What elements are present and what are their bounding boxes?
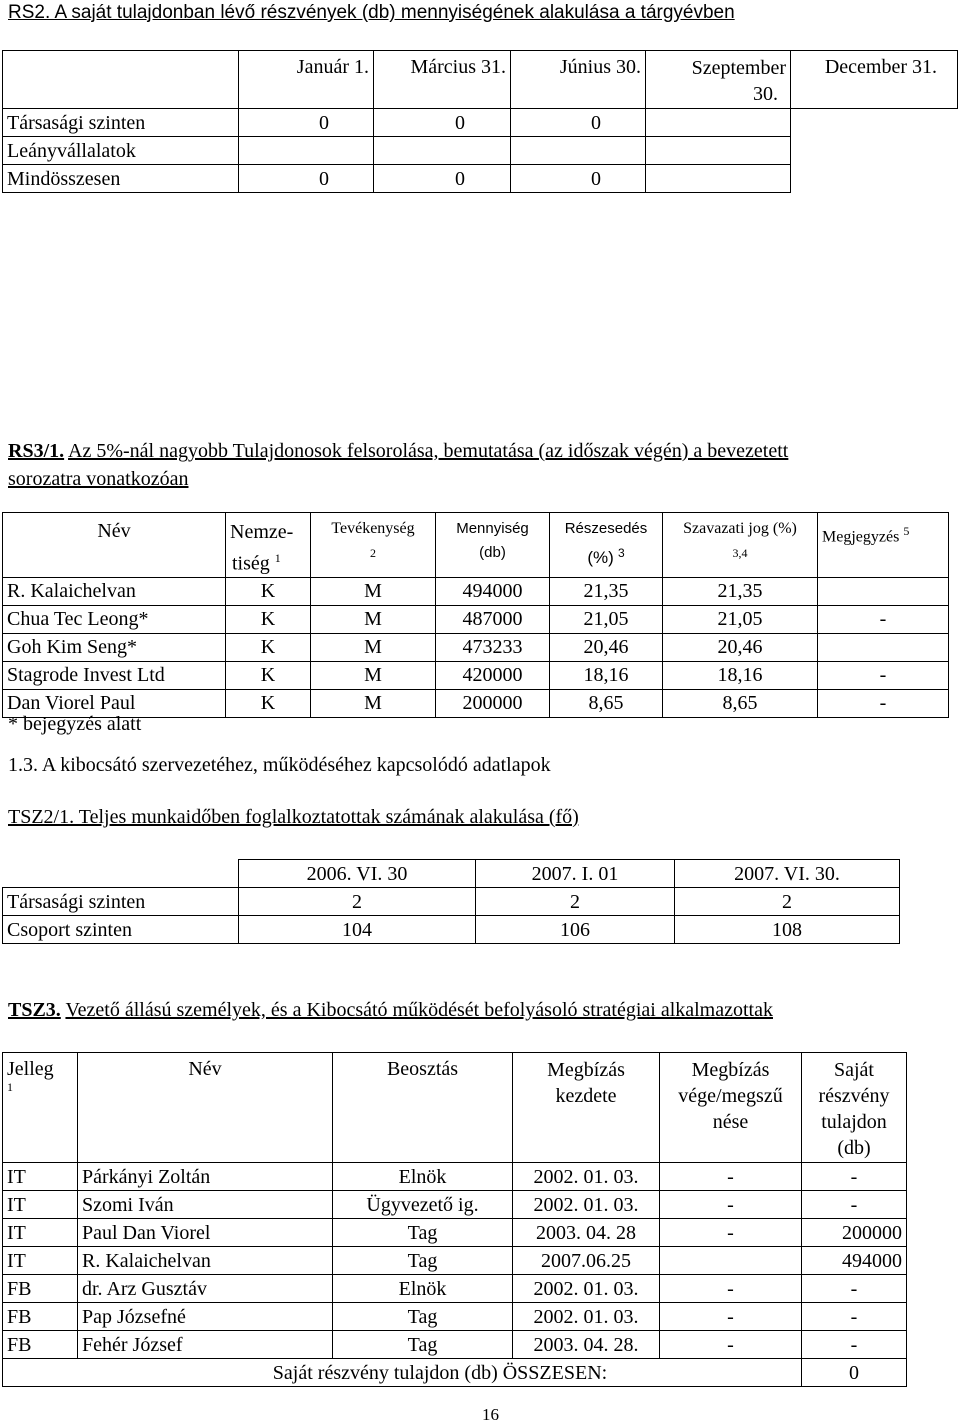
tsz3-cell: Tag <box>333 1303 513 1331</box>
tsz3-cell: Elnök <box>333 1275 513 1303</box>
table-row <box>3 605 949 633</box>
tsz3-header-jelleg-l1: Jelleg <box>7 1058 54 1080</box>
rs31-cell: 8,65 <box>550 689 663 717</box>
tsz3-cell: IT <box>3 1219 78 1247</box>
tsz3-cell: - <box>660 1331 802 1359</box>
tsz3-cell: Elnök <box>333 1163 513 1191</box>
rs31-cell: 21,05 <box>550 605 663 633</box>
tsz21-cell: 106 <box>476 916 675 944</box>
rs31-title <box>8 437 788 493</box>
rs2-row <box>3 109 958 137</box>
tsz3-cell: IT <box>3 1191 78 1219</box>
rs2-cell: 0 <box>239 109 374 137</box>
tsz3-header-jelleg-sup: 1 <box>7 1080 13 1094</box>
tsz3-cell: 2002. 01. 03. <box>513 1303 660 1331</box>
table-row <box>3 1163 907 1191</box>
tsz3-cell: R. Kalaichelvan <box>78 1247 333 1275</box>
rs31-header-nemz-sup: 1 <box>274 551 281 565</box>
rs31-cell: Dan Viorel Paul <box>3 689 226 717</box>
tsz3-cell: Tag <box>333 1331 513 1359</box>
tsz3-title-rest: Vezető állású személyek, és a Kibocsátó működését befolyásoló stratégiai alkalmazottak <box>65 999 773 1021</box>
tsz3-header-vege-l3: nése <box>712 1111 749 1133</box>
tsz3-header-row <box>3 1053 907 1163</box>
rs31-header-menny <box>436 513 550 578</box>
tsz3-header-vege-l1: Megbízás <box>691 1059 770 1081</box>
tsz21-cell: 2 <box>675 888 900 916</box>
tsz3-total-row <box>3 1359 907 1387</box>
rs2-title <box>8 2 735 24</box>
rs2-title-text: RS2. A saját tulajdonban lévő részvények (db) mennyiségének alakulása a tárgyévben <box>8 2 735 23</box>
tsz3-cell: - <box>802 1163 907 1191</box>
rs2-row <box>3 137 958 165</box>
tsz21-cell: Társasági szinten <box>3 888 239 916</box>
tsz21-cell: 2 <box>239 888 476 916</box>
rs31-cell: 20,46 <box>550 633 663 661</box>
tsz3-header-sajat-l4: (db) <box>837 1137 871 1159</box>
rs31-cell <box>818 577 949 605</box>
rs31-cell: M <box>311 633 436 661</box>
tsz3-header-kezdete-l1: Megbízás <box>547 1059 625 1081</box>
rs2-cell: Mindösszesen <box>3 165 239 193</box>
rs31-header-resz-sup: 3 <box>617 546 625 560</box>
rs31-cell: 21,35 <box>663 577 818 605</box>
rs31-header-nev: Név <box>3 513 226 578</box>
rs31-title-line2: sorozatra vonatkozóan <box>8 468 189 490</box>
tsz3-cell: - <box>660 1219 802 1247</box>
tsz21-title-text: TSZ2/1. Teljes munkaidőben foglalkoztatottak számának alakulása (fő) <box>8 806 579 828</box>
rs31-title-prefix: RS3/1. <box>8 440 65 462</box>
table-row <box>3 916 900 944</box>
rs31-cell: K <box>226 577 311 605</box>
rs31-header-menny-l2: (db) <box>479 544 506 561</box>
tsz3-header-sajat-l3: tulajdon <box>821 1111 887 1133</box>
rs2-cell <box>791 137 958 165</box>
rs31-header-tev-sup: 2 <box>370 546 376 560</box>
rs31-cell: M <box>311 605 436 633</box>
rs2-cell: 0 <box>239 165 374 193</box>
page-number: 16 <box>482 1405 499 1424</box>
tsz3-cell: IT <box>3 1247 78 1275</box>
rs31-header-nemz-l2: tiség <box>232 552 270 575</box>
rs31-header-nemz-l1: Nemze- <box>230 521 294 543</box>
rs2-header-cell: Június 30. <box>511 51 646 109</box>
rs31-cell: - <box>818 661 949 689</box>
tsz3-header-sajat <box>802 1053 907 1163</box>
rs31-cell: Chua Tec Leong* <box>3 605 226 633</box>
rs31-cell: - <box>818 605 949 633</box>
table-row <box>3 1331 907 1359</box>
table-row <box>3 633 949 661</box>
rs2-cell <box>646 165 791 193</box>
rs31-cell: 487000 <box>436 605 550 633</box>
rs31-header-tev-l1: Tevékenység <box>331 520 415 537</box>
rs31-header-resz <box>550 513 663 578</box>
tsz3-cell: Párkányi Zoltán <box>78 1163 333 1191</box>
tsz3-table <box>2 1052 907 1387</box>
tsz3-header-vege <box>660 1053 802 1163</box>
rs31-cell <box>818 633 949 661</box>
tsz3-title-prefix: TSZ3. <box>8 999 61 1021</box>
rs2-cell: 0 <box>374 165 511 193</box>
tsz3-cell: Ügyvezető ig. <box>333 1191 513 1219</box>
rs2-cell: Leányvállalatok <box>3 137 239 165</box>
rs2-cell <box>374 137 511 165</box>
rs2-cell: Társasági szinten <box>3 109 239 137</box>
tsz3-cell: 2007.06.25 <box>513 1247 660 1275</box>
table-row <box>3 689 949 717</box>
tsz3-cell: 494000 <box>802 1247 907 1275</box>
tsz21-header-cell: 2007. I. 01 <box>476 860 675 888</box>
rs2-header-sep-l2: 30. <box>753 83 778 105</box>
tsz3-header-nev: Név <box>78 1053 333 1163</box>
tsz3-cell: - <box>660 1191 802 1219</box>
tsz21-header-cell: 2006. VI. 30 <box>239 860 476 888</box>
rs31-header-megj <box>818 513 949 578</box>
rs2-cell <box>791 165 958 193</box>
tsz3-header-kezdete <box>513 1053 660 1163</box>
rs31-header-resz-l2: (%) <box>587 548 614 567</box>
rs31-cell: 473233 <box>436 633 550 661</box>
tsz3-total-value: 0 <box>802 1359 907 1387</box>
rs31-cell: 20,46 <box>663 633 818 661</box>
rs2-header-sep-l1: Szeptember <box>691 57 786 79</box>
rs31-header-tev <box>311 513 436 578</box>
tsz3-cell: Fehér József <box>78 1331 333 1359</box>
tsz3-header-beosztas: Beosztás <box>333 1053 513 1163</box>
rs31-title-rest: Az 5%-nál nagyobb Tulajdonosok felsorolása, bemutatása (az időszak végén) a bevezetett <box>68 440 789 462</box>
rs2-row <box>3 165 958 193</box>
rs31-cell: 21,05 <box>663 605 818 633</box>
rs31-cell: K <box>226 605 311 633</box>
tsz3-header-sajat-l1: Saját <box>834 1059 874 1081</box>
tsz21-cell: 108 <box>675 916 900 944</box>
rs2-header-cell: Március 31. <box>374 51 511 109</box>
rs31-cell: K <box>226 661 311 689</box>
tsz3-cell: 2002. 01. 03. <box>513 1275 660 1303</box>
tsz21-cell: 2 <box>476 888 675 916</box>
tsz3-cell: IT <box>3 1163 78 1191</box>
table-row <box>3 1247 907 1275</box>
rs2-cell <box>646 137 791 165</box>
rs2-header-cell <box>646 51 791 109</box>
tsz3-cell: 2002. 01. 03. <box>513 1163 660 1191</box>
rs31-header-nemz <box>226 513 311 578</box>
rs31-cell: Stagrode Invest Ltd <box>3 661 226 689</box>
section-13-heading: 1.3. A kibocsátó szervezetéhez, működéséhez kapcsolódó adatlapok <box>8 754 551 776</box>
rs2-cell <box>646 109 791 137</box>
table-row <box>3 577 949 605</box>
tsz3-total-label: Saját részvény tulajdon (db) ÖSSZESEN: <box>3 1359 802 1387</box>
tsz3-cell <box>660 1247 802 1275</box>
rs31-cell: 18,16 <box>550 661 663 689</box>
tsz3-cell: Tag <box>333 1219 513 1247</box>
rs31-cell: M <box>311 661 436 689</box>
rs31-cell: K <box>226 689 311 717</box>
rs31-cell: 18,16 <box>663 661 818 689</box>
tsz3-cell: - <box>802 1275 907 1303</box>
rs31-footnote: * bejegyzés alatt <box>8 713 142 735</box>
rs31-header-menny-l1: Mennyiség <box>456 520 529 537</box>
rs31-table <box>2 512 949 718</box>
rs2-cell: 0 <box>511 165 646 193</box>
tsz21-header-cell: 2007. VI. 30. <box>675 860 900 888</box>
tsz21-table <box>2 859 900 944</box>
tsz3-header-jelleg <box>3 1053 78 1163</box>
rs31-cell: 21,35 <box>550 577 663 605</box>
tsz3-cell: FB <box>3 1331 78 1359</box>
rs31-cell: 420000 <box>436 661 550 689</box>
tsz3-cell: Szomi Iván <box>78 1191 333 1219</box>
rs2-header-cell <box>3 51 239 109</box>
tsz3-cell: FB <box>3 1303 78 1331</box>
tsz3-cell: 2002. 01. 03. <box>513 1191 660 1219</box>
rs31-cell: 494000 <box>436 577 550 605</box>
rs2-cell: 0 <box>374 109 511 137</box>
rs31-header-resz-l1: Részesedés <box>564 520 648 537</box>
rs2-header-cell: Január 1. <box>239 51 374 109</box>
table-row <box>3 1303 907 1331</box>
rs2-cell <box>511 137 646 165</box>
tsz3-cell: - <box>802 1331 907 1359</box>
tsz3-cell: - <box>802 1303 907 1331</box>
tsz3-header-vege-l2: vége/megszű <box>678 1085 783 1107</box>
rs31-cell: M <box>311 577 436 605</box>
tsz3-cell: - <box>660 1275 802 1303</box>
rs2-cell: 0 <box>511 109 646 137</box>
table-row <box>3 1275 907 1303</box>
tsz3-cell: 2003. 04. 28 <box>513 1219 660 1247</box>
tsz3-cell: Paul Dan Viorel <box>78 1219 333 1247</box>
tsz3-title <box>8 999 773 1022</box>
tsz3-cell: - <box>660 1303 802 1331</box>
tsz3-cell: Tag <box>333 1247 513 1275</box>
tsz3-cell: - <box>802 1191 907 1219</box>
tsz3-cell: - <box>660 1163 802 1191</box>
table-row <box>3 1191 907 1219</box>
table-row <box>3 860 900 888</box>
rs31-cell: 200000 <box>436 689 550 717</box>
rs31-cell: K <box>226 633 311 661</box>
tsz3-cell: FB <box>3 1275 78 1303</box>
rs2-header-cell: December 31. <box>791 51 958 109</box>
tsz3-cell: Pap Józsefné <box>78 1303 333 1331</box>
tsz21-title <box>8 806 579 829</box>
table-row <box>3 661 949 689</box>
rs31-header-szav <box>663 513 818 578</box>
tsz3-header-kezdete-l2: kezdete <box>555 1085 617 1107</box>
rs2-table <box>2 50 958 193</box>
rs31-header-megj-l1: Megjegyzés <box>822 528 900 546</box>
rs31-cell: M <box>311 689 436 717</box>
rs31-header-szav-l1: Szavazati jog (%) <box>683 520 797 537</box>
tsz3-cell: 200000 <box>802 1219 907 1247</box>
rs31-cell: R. Kalaichelvan <box>3 577 226 605</box>
rs31-header-megj-sup: 5 <box>903 524 910 538</box>
rs31-header-szav-sup: 3,4 <box>732 546 748 560</box>
rs31-cell: Goh Kim Seng* <box>3 633 226 661</box>
tsz21-cell: Csoport szinten <box>3 916 239 944</box>
rs2-header-row <box>3 51 958 109</box>
table-row <box>3 888 900 916</box>
rs2-cell <box>791 109 958 137</box>
rs2-cell <box>239 137 374 165</box>
tsz21-cell: 104 <box>239 916 476 944</box>
tsz21-header-cell <box>3 860 239 888</box>
tsz3-cell: 2003. 04. 28. <box>513 1331 660 1359</box>
tsz3-header-sajat-l2: részvény <box>818 1085 890 1107</box>
rs31-cell: - <box>818 689 949 717</box>
rs31-header-row <box>3 513 949 578</box>
rs31-cell: 8,65 <box>663 689 818 717</box>
tsz3-cell: dr. Arz Gusztáv <box>78 1275 333 1303</box>
table-row <box>3 1219 907 1247</box>
